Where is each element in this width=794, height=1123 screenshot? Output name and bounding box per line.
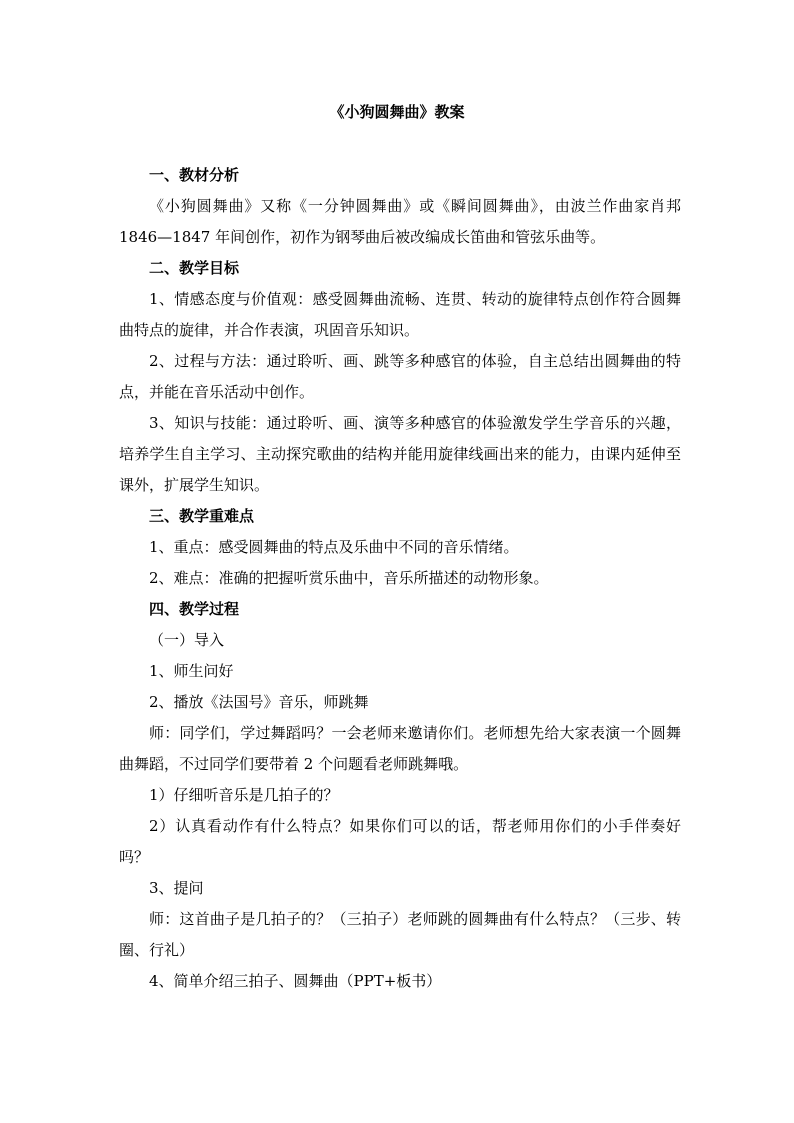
body-paragraph: 2、过程与方法：通过聆听、画、跳等多种感官的体验，自主总结出圆舞曲的特点，并能在音乐活动中创作。: [119, 352, 681, 401]
section-heading: 一、教材分析: [149, 166, 240, 184]
section-heading: 四、教学过程: [149, 600, 240, 618]
body-paragraph: 1、师生问好: [149, 662, 234, 680]
body-paragraph: 3、提问: [149, 879, 204, 897]
document-body: [119, 160, 681, 997]
section-heading: 三、教学重难点: [149, 507, 255, 525]
document-title: 《小狗圆舞曲》教案: [329, 103, 465, 121]
body-paragraph: 2、播放《法国号》音乐，师跳舞: [149, 693, 369, 711]
body-paragraph: 2）认真看动作有什么特点？如果你们可以的话，帮老师用你们的小手伴奏好吗？: [119, 817, 681, 866]
body-paragraph: 2、难点：准确的把握听赏乐曲中，音乐所描述的动物形象。: [149, 569, 549, 587]
body-paragraph: 《小狗圆舞曲》又称《一分钟圆舞曲》或《瞬间圆舞曲》，由波兰作曲家肖邦 1846—1847 年间创作，初作为钢琴曲后被改编成长笛曲和管弦乐曲等。: [119, 197, 681, 246]
body-paragraph: 1、情感态度与价值观：感受圆舞曲流畅、连贯、转动的旋律特点创作符合圆舞曲特点的旋律，并合作表演，巩固音乐知识。: [119, 290, 681, 339]
body-paragraph: （一）导入: [149, 631, 225, 649]
body-paragraph: 4、简单介绍三拍子、圆舞曲（PPT+板书）: [149, 972, 442, 990]
body-paragraph: 3、知识与技能：通过聆听、画、演等多种感官的体验激发学生学音乐的兴趣，培养学生自主学习、主动探究歌曲的结构并能用旋律线画出来的能力，由课内延伸至课外，扩展学生知识。: [119, 414, 681, 494]
body-paragraph: 师：同学们，学过舞蹈吗？一会老师来邀请你们。老师想先给大家表演一个圆舞曲舞蹈，不过同学们要带着 2 个问题看老师跳舞哦。: [119, 724, 681, 773]
section-heading: 二、教学目标: [149, 259, 240, 277]
body-paragraph: 1）仔细听音乐是几拍子的？: [149, 786, 339, 804]
body-paragraph: 师：这首曲子是几拍子的？（三拍子）老师跳的圆舞曲有什么特点？（三步、转圈、行礼）: [119, 910, 681, 959]
body-paragraph: 1、重点：感受圆舞曲的特点及乐曲中不同的音乐情绪。: [149, 538, 519, 556]
